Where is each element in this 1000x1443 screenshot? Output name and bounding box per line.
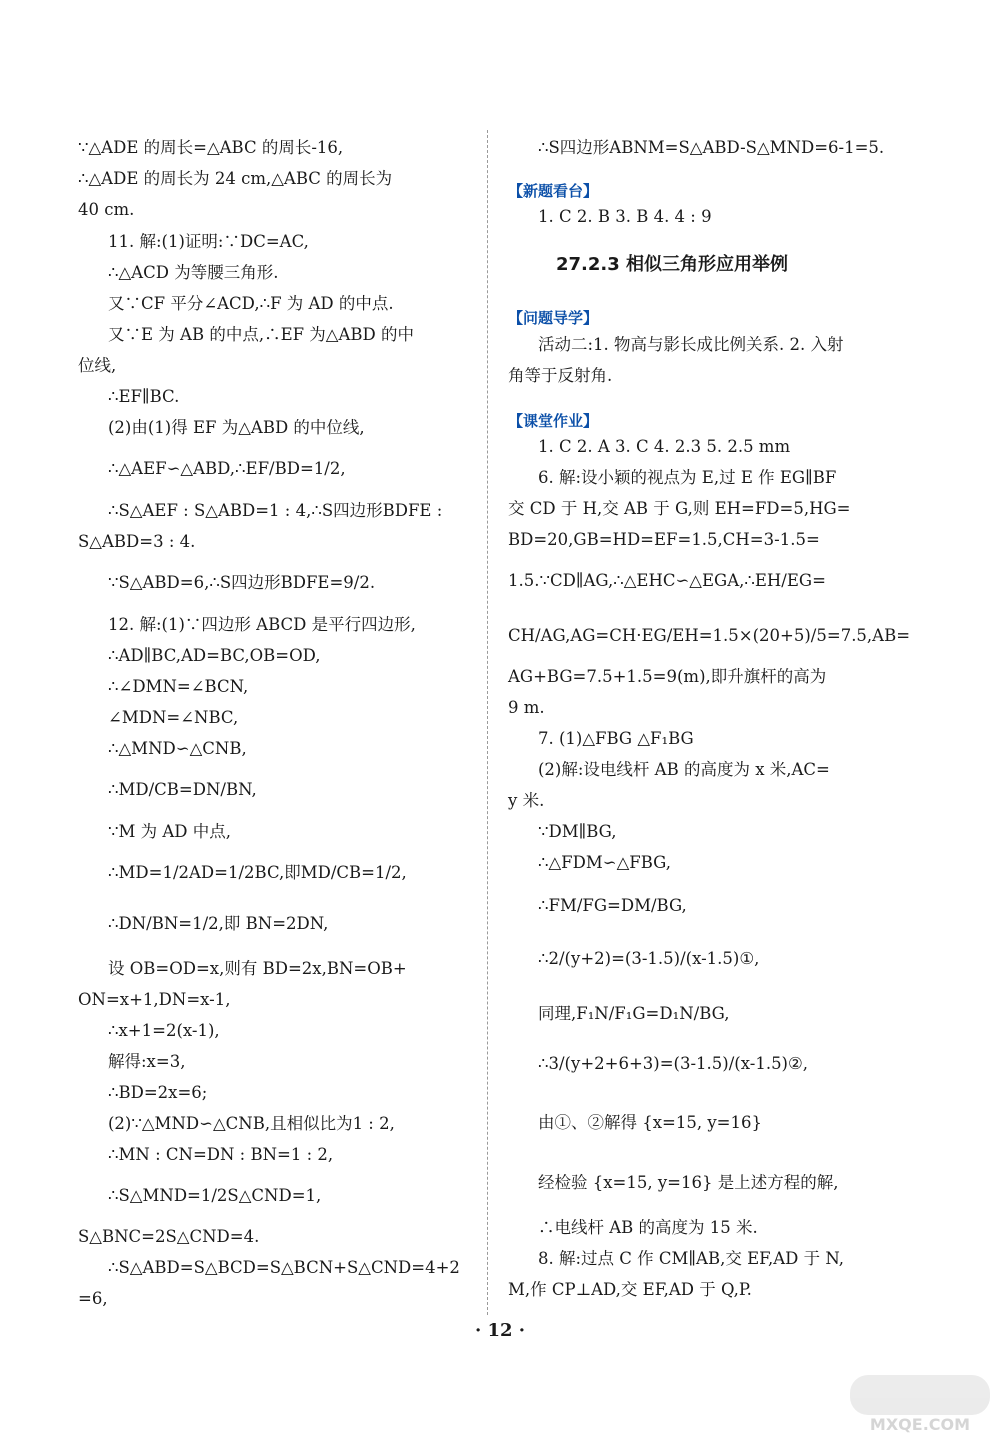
watermark-logo xyxy=(850,1375,990,1435)
text-line: ∵S△ABD=6,∴S四边形BDFE=9/2. xyxy=(108,573,376,592)
text-line: (2)解:设电线杆 AB 的高度为 x 米,AC= xyxy=(538,760,830,779)
text-line: (2)由(1)得 EF 为△ABD 的中位线, xyxy=(108,418,365,437)
section-tag-ketang: 【课堂作业】 xyxy=(508,412,599,430)
text-line: 7. (1)△FBG △F₁BG xyxy=(538,729,694,748)
text-line: ∴△ADE 的周长为 24 cm,△ABC 的周长为 xyxy=(78,169,393,188)
text-line: 1. C 2. A 3. C 4. 2.3 5. 2.5 mm xyxy=(538,437,791,456)
text-line: 活动二:1. 物高与影长成比例关系. 2. 入射 xyxy=(538,335,844,354)
text-line: ∵DM∥BG, xyxy=(538,822,617,841)
text-line: (2)∵△MND∽△CNB,且相似比为1 : 2, xyxy=(108,1114,395,1133)
text-line: 11. 解:(1)证明:∵DC=AC, xyxy=(108,232,309,251)
text-line: 又∵CF 平分∠ACD,∴F 为 AD 的中点. xyxy=(108,294,394,313)
text-line: ∴3/(y+2+6+3)=(3-1.5)/(x-1.5)②, xyxy=(538,1054,809,1073)
text-line: CH/AG,AG=CH·EG/EH=1.5×(20+5)/5=7.5,AB= xyxy=(508,626,911,645)
text-line: ∴MD/CB=DN/BN, xyxy=(108,780,257,799)
text-line: =6, xyxy=(78,1289,108,1308)
text-line: 40 cm. xyxy=(78,200,135,219)
text-line: ∴DN/BN=1/2,即 BN=2DN, xyxy=(108,914,329,933)
text-line: 交 CD 于 H,交 AB 于 G,则 EH=FD=5,HG= xyxy=(508,499,851,518)
text-line: ∵△ADE 的周长=△ABC 的周长-16, xyxy=(78,138,344,157)
text-line: 1.5.∵CD∥AG,∴△EHC∽△EGA,∴EH/EG= xyxy=(508,571,826,590)
text-line: ∴电线杆 AB 的高度为 15 米. xyxy=(538,1218,758,1237)
text-line: 12. 解:(1)∵四边形 ABCD 是平行四边形, xyxy=(108,615,416,634)
text-line: ∴AD∥BC,AD=BC,OB=OD, xyxy=(108,646,321,665)
text-line: ∴BD=2x=6; xyxy=(108,1083,208,1102)
page-number: · 12 · xyxy=(474,1320,526,1341)
text-line: ∠MDN=∠NBC, xyxy=(108,708,239,727)
text-line: ∴FM/FG=DM/BG, xyxy=(538,896,687,915)
text-line: ∴x+1=2(x-1), xyxy=(108,1021,220,1040)
text-line: ∴MN : CN=DN : BN=1 : 2, xyxy=(108,1145,334,1164)
section-tag-wenti: 【问题导学】 xyxy=(508,309,599,327)
text-line: ∴2/(y+2)=(3-1.5)/(x-1.5)①, xyxy=(538,949,760,968)
text-line: AG+BG=7.5+1.5=9(m),即升旗杆的高为 xyxy=(508,667,827,686)
text-line: 位线, xyxy=(78,356,117,375)
text-line: ∴△MND∽△CNB, xyxy=(108,739,247,758)
text-line: S△BNC=2S△CND=4. xyxy=(78,1227,260,1246)
text-line: ∴S△AEF : S△ABD=1 : 4,∴S四边形BDFE : xyxy=(108,501,443,520)
text-line: ∴△FDM∽△FBG, xyxy=(538,853,671,872)
column-divider xyxy=(487,130,488,1315)
text-line: y 米. xyxy=(508,791,545,810)
text-line: 8. 解:过点 C 作 CM∥AB,交 EF,AD 于 N, xyxy=(538,1249,845,1268)
text-line: 设 OB=OD=x,则有 BD=2x,BN=OB+ xyxy=(108,959,407,978)
watermark-badge xyxy=(850,1375,990,1415)
text-line: ∴△ACD 为等腰三角形. xyxy=(108,263,279,282)
text-line: ∴S四边形ABNM=S△ABD-S△MND=6-1=5. xyxy=(538,138,885,157)
text-line: ∴EF∥BC. xyxy=(108,387,180,406)
text-line: 6. 解:设小颖的视点为 E,过 E 作 EG∥BF xyxy=(538,468,837,487)
text-line: M,作 CP⊥AD,交 EF,AD 于 Q,P. xyxy=(508,1280,752,1299)
text-line: 9 m. xyxy=(508,698,545,717)
text-line: ∴S△ABD=S△BCD=S△BCN+S△CND=4+2 xyxy=(108,1258,460,1277)
answer-line: 1. C 2. B 3. B 4. 4 : 9 xyxy=(538,207,712,226)
text-line: ∴S△MND=1/2S△CND=1, xyxy=(108,1186,322,1205)
section-tag-xinti: 【新题看台】 xyxy=(508,182,599,200)
text-line: ∴MD=1/2AD=1/2BC,即MD/CB=1/2, xyxy=(108,863,407,882)
text-line: 角等于反射角. xyxy=(508,366,613,385)
text-line: 解得:x=3, xyxy=(108,1052,186,1071)
text-line: 同理,F₁N/F₁G=D₁N/BG, xyxy=(538,1004,730,1023)
text-line: ∴△AEF∽△ABD,∴EF/BD=1/2, xyxy=(108,459,346,478)
text-line: ∴∠DMN=∠BCN, xyxy=(108,677,249,696)
text-line: 经检验 {x=15, y=16} 是上述方程的解, xyxy=(538,1173,839,1192)
text-line: ON=x+1,DN=x-1, xyxy=(78,990,231,1009)
text-line: 又∵E 为 AB 的中点,∴EF 为△ABD 的中 xyxy=(108,325,415,344)
text-line: 由①、②解得 {x=15, y=16} xyxy=(538,1113,762,1132)
text-line: ∵M 为 AD 中点, xyxy=(108,822,232,841)
text-line: S△ABD=3 : 4. xyxy=(78,532,196,551)
section-title: 27.2.3 相似三角形应用举例 xyxy=(556,254,789,275)
watermark-text: MXQE.COM xyxy=(869,1415,971,1434)
text-line: BD=20,GB=HD=EF=1.5,CH=3-1.5= xyxy=(508,530,820,549)
